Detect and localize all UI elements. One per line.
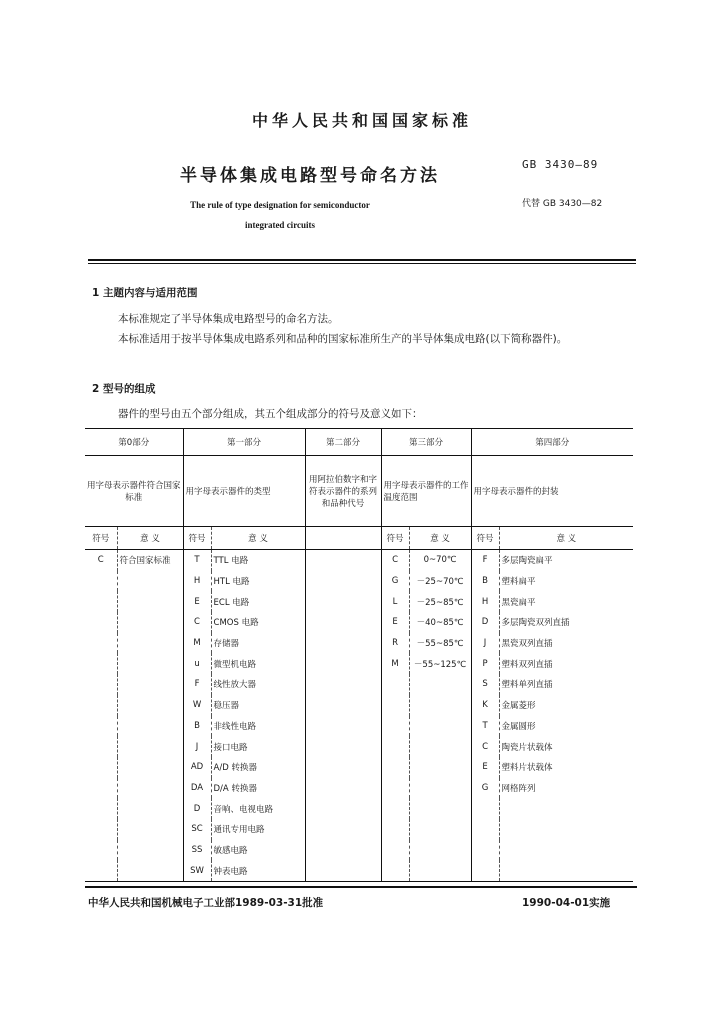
header-part4: 第四部分 — [471, 429, 633, 456]
table-row — [85, 550, 633, 571]
part1-symbol-cell: W — [183, 695, 211, 716]
part4-symbol-cell: J — [471, 633, 499, 654]
part3-symbol-cell — [381, 674, 409, 695]
part2-cell — [305, 653, 381, 674]
part2-cell — [305, 591, 381, 612]
part3-symbol-cell — [381, 736, 409, 757]
part0-meaning-cell — [117, 819, 183, 840]
part4-symbol-cell: P — [471, 653, 499, 674]
part4-symbol-cell — [471, 860, 499, 881]
sub-symbol-part3: 符号 — [381, 527, 409, 550]
table-row — [85, 571, 633, 592]
header-part2: 第二部分 — [305, 429, 381, 456]
part3-symbol-cell — [381, 798, 409, 819]
part4-meaning-cell: 塑料片状载体 — [499, 757, 633, 778]
part3-symbol-cell: L — [381, 591, 409, 612]
sub-part2-blank — [305, 527, 381, 550]
part2-cell — [305, 550, 381, 571]
part3-meaning-cell: －55~125℃ — [409, 653, 471, 674]
part3-meaning-cell — [409, 798, 471, 819]
type-designation-table — [85, 428, 633, 882]
part1-meaning-cell: 钟表电路 — [211, 860, 305, 881]
section1-heading: 1 主题内容与适用范围 — [92, 287, 198, 299]
table-row — [85, 716, 633, 737]
table-row — [85, 778, 633, 799]
part4-meaning-cell: 金属菱形 — [499, 695, 633, 716]
part2-cell — [305, 674, 381, 695]
part3-meaning-cell: －40~85℃ — [409, 612, 471, 633]
part4-symbol-cell — [471, 840, 499, 861]
part3-symbol-cell — [381, 819, 409, 840]
part0-symbol-cell — [85, 819, 117, 840]
section2-paragraph1: 器件的型号由五个部分组成，其五个组成部分的符号及意义如下： — [118, 408, 423, 420]
desc-part4: 用字母表示器件的封装 — [471, 456, 633, 527]
table-row — [85, 757, 633, 778]
header-rule-thin — [88, 263, 636, 264]
part3-meaning-cell: 0~70℃ — [409, 550, 471, 571]
part2-cell — [305, 840, 381, 861]
part3-meaning-cell: －25~70℃ — [409, 571, 471, 592]
part3-symbol-cell: M — [381, 653, 409, 674]
part0-meaning-cell: 符合国家标准 — [117, 550, 183, 571]
part1-symbol-cell: u — [183, 653, 211, 674]
part4-meaning-cell — [499, 798, 633, 819]
part2-cell — [305, 860, 381, 881]
part3-symbol-cell: E — [381, 612, 409, 633]
part3-symbol-cell — [381, 860, 409, 881]
part0-meaning-cell — [117, 653, 183, 674]
part3-meaning-cell — [409, 736, 471, 757]
part0-meaning-cell — [117, 674, 183, 695]
part1-symbol-cell: T — [183, 550, 211, 571]
section2-heading: 2 型号的组成 — [92, 383, 156, 395]
part1-meaning-cell: 音响、电视电路 — [211, 798, 305, 819]
sub-symbol-part4: 符号 — [471, 527, 499, 550]
part1-meaning-cell: 接口电路 — [211, 736, 305, 757]
part0-meaning-cell — [117, 591, 183, 612]
part4-meaning-cell — [499, 860, 633, 881]
part0-meaning-cell — [117, 736, 183, 757]
part4-meaning-cell: 塑料单列直插 — [499, 674, 633, 695]
part4-meaning-cell — [499, 840, 633, 861]
replaces-standard: 代替 GB 3430—82 — [522, 199, 603, 209]
part3-meaning-cell — [409, 674, 471, 695]
document-title: 半导体集成电路型号命名方法 — [180, 166, 440, 186]
part0-meaning-cell — [117, 840, 183, 861]
part3-meaning-cell — [409, 860, 471, 881]
part1-symbol-cell: DA — [183, 778, 211, 799]
part4-symbol-cell: F — [471, 550, 499, 571]
sub-symbol-part1: 符号 — [183, 527, 211, 550]
part1-meaning-cell: 稳压器 — [211, 695, 305, 716]
part2-cell — [305, 633, 381, 654]
part0-symbol-cell — [85, 612, 117, 633]
part3-meaning-cell — [409, 819, 471, 840]
desc-part2: 用阿拉伯数字和字符表示器件的系列和品种代号 — [305, 456, 381, 527]
part1-meaning-cell: 线性放大器 — [211, 674, 305, 695]
part0-symbol-cell — [85, 860, 117, 881]
part2-cell — [305, 716, 381, 737]
part3-meaning-cell — [409, 778, 471, 799]
part1-symbol-cell: AD — [183, 757, 211, 778]
part1-symbol-cell: H — [183, 571, 211, 592]
part3-symbol-cell — [381, 840, 409, 861]
part3-meaning-cell — [409, 716, 471, 737]
part4-meaning-cell: 网格阵列 — [499, 778, 633, 799]
part1-meaning-cell: 非线性电路 — [211, 716, 305, 737]
part4-symbol-cell: S — [471, 674, 499, 695]
part0-meaning-cell — [117, 798, 183, 819]
part3-meaning-cell — [409, 757, 471, 778]
part1-symbol-cell: B — [183, 716, 211, 737]
part0-meaning-cell — [117, 612, 183, 633]
desc-part1: 用字母表示器件的类型 — [183, 456, 305, 527]
section1-paragraph2: 本标准适用于按半导体集成电路系列和品种的国家标准所生产的半导体集成电路(以下简称器件)。 — [118, 333, 568, 345]
part0-symbol-cell — [85, 695, 117, 716]
part1-meaning-cell: HTL 电路 — [211, 571, 305, 592]
part1-symbol-cell: SC — [183, 819, 211, 840]
english-title-line1: The rule of type designation for semiconductor — [190, 200, 370, 210]
table-row — [85, 819, 633, 840]
part0-symbol-cell — [85, 736, 117, 757]
part0-symbol-cell — [85, 674, 117, 695]
part0-symbol-cell: C — [97, 555, 104, 566]
part0-symbol-cell — [85, 633, 117, 654]
part1-meaning-cell: 微型机电路 — [211, 653, 305, 674]
part4-symbol-cell: T — [471, 716, 499, 737]
table-row — [85, 674, 633, 695]
sub-meaning-part1: 意 义 — [211, 527, 305, 550]
part4-symbol-cell — [471, 798, 499, 819]
part4-meaning-cell: 多层陶瓷扁平 — [499, 550, 633, 571]
part4-meaning-cell: 黑瓷扁平 — [499, 591, 633, 612]
table-body — [85, 550, 633, 882]
desc-part0: 用字母表示器件符合国家标准 — [87, 481, 181, 503]
part0-meaning-cell — [117, 571, 183, 592]
part1-symbol-cell: M — [183, 633, 211, 654]
part3-symbol-cell: R — [381, 633, 409, 654]
part2-cell — [305, 736, 381, 757]
part0-symbol-cell — [85, 757, 117, 778]
part0-meaning-cell — [117, 860, 183, 881]
part3-meaning-cell — [409, 840, 471, 861]
part2-cell — [305, 695, 381, 716]
part0-symbol-cell — [85, 778, 117, 799]
part1-meaning-cell: ECL 电路 — [211, 591, 305, 612]
part1-meaning-cell: A/D 转换器 — [211, 757, 305, 778]
table-row — [85, 653, 633, 674]
part4-meaning-cell: 金属圆形 — [499, 716, 633, 737]
part0-meaning-cell — [117, 633, 183, 654]
part3-symbol-cell — [381, 757, 409, 778]
part0-meaning-cell — [117, 695, 183, 716]
table-row — [85, 798, 633, 819]
part4-meaning-cell: 黑瓷双列直插 — [499, 633, 633, 654]
part1-symbol-cell: D — [183, 798, 211, 819]
sub-meaning-part0: 意 义 — [117, 527, 183, 550]
part4-meaning-cell: 多层陶瓷双列直插 — [499, 612, 633, 633]
sub-meaning-part4: 意 义 — [499, 527, 633, 550]
part0-meaning-cell — [117, 778, 183, 799]
part1-meaning-cell: CMOS 电路 — [211, 612, 305, 633]
standard-number: GB 3430—89 — [522, 158, 599, 171]
part4-symbol-cell: G — [471, 778, 499, 799]
part1-meaning-cell: 通讯专用电路 — [211, 819, 305, 840]
part1-meaning-cell: 敏感电路 — [211, 840, 305, 861]
part1-meaning-cell: 存储器 — [211, 633, 305, 654]
part4-meaning-cell — [499, 819, 633, 840]
part3-symbol-cell: C — [381, 550, 409, 571]
part1-symbol-cell: E — [183, 591, 211, 612]
part4-symbol-cell: D — [471, 612, 499, 633]
footer-rule — [85, 886, 637, 888]
approval-note: 中华人民共和国机械电子工业部1989-03-31批准 — [88, 897, 324, 909]
table-row — [85, 591, 633, 612]
part1-meaning-cell: TTL 电路 — [211, 550, 305, 571]
part3-meaning-cell: －25~85℃ — [409, 591, 471, 612]
part0-symbol-cell — [85, 798, 117, 819]
part1-meaning-cell: D/A 转换器 — [211, 778, 305, 799]
desc-part3: 用字母表示器件的工作温度范围 — [381, 456, 471, 527]
part4-symbol-cell: H — [471, 591, 499, 612]
header-part1: 第一部分 — [183, 429, 305, 456]
part4-symbol-cell: B — [471, 571, 499, 592]
part2-cell — [305, 778, 381, 799]
part0-symbol-cell — [85, 840, 117, 861]
part3-symbol-cell — [381, 716, 409, 737]
part0-symbol-cell — [85, 571, 117, 592]
table-row — [85, 695, 633, 716]
part4-meaning-cell: 陶瓷片状载体 — [499, 736, 633, 757]
sub-symbol-part0: 符号 — [85, 527, 117, 550]
part3-symbol-cell: G — [381, 571, 409, 592]
section1-paragraph1: 本标准规定了半导体集成电路型号的命名方法。 — [118, 313, 339, 325]
part4-symbol-cell: E — [471, 757, 499, 778]
part2-cell — [305, 819, 381, 840]
part0-symbol-cell — [85, 591, 117, 612]
part2-cell — [305, 571, 381, 592]
part1-symbol-cell: F — [183, 674, 211, 695]
header-part3: 第三部分 — [381, 429, 471, 456]
part2-cell — [305, 798, 381, 819]
table-row — [85, 860, 633, 881]
english-title-line2: integrated circuits — [244, 220, 316, 230]
part3-symbol-cell — [381, 778, 409, 799]
part0-symbol-cell — [85, 653, 117, 674]
table-row — [85, 612, 633, 633]
header-part0: 第0部分 — [85, 429, 183, 456]
part1-symbol-cell: SS — [183, 840, 211, 861]
sub-meaning-part3: 意 义 — [409, 527, 471, 550]
part2-cell — [305, 757, 381, 778]
part1-symbol-cell: J — [183, 736, 211, 757]
part3-meaning-cell — [409, 695, 471, 716]
part0-meaning-cell — [117, 757, 183, 778]
part1-symbol-cell: C — [183, 612, 211, 633]
part4-meaning-cell: 塑料双列直插 — [499, 653, 633, 674]
national-standard-heading: 中华人民共和国国家标准 — [251, 111, 472, 130]
table-row — [85, 633, 633, 654]
part4-symbol-cell: K — [471, 695, 499, 716]
part3-symbol-cell — [381, 695, 409, 716]
part4-symbol-cell — [471, 819, 499, 840]
part4-meaning-cell: 塑料扁平 — [499, 571, 633, 592]
part2-cell — [305, 612, 381, 633]
part0-symbol-cell — [85, 716, 117, 737]
part0-meaning-cell — [117, 716, 183, 737]
part4-symbol-cell: C — [471, 736, 499, 757]
table-row — [85, 840, 633, 861]
part1-symbol-cell: SW — [183, 860, 211, 881]
part3-meaning-cell: －55~85℃ — [409, 633, 471, 654]
table-row — [85, 736, 633, 757]
header-rule — [88, 259, 636, 261]
effective-date: 1990-04-01实施 — [522, 897, 611, 909]
